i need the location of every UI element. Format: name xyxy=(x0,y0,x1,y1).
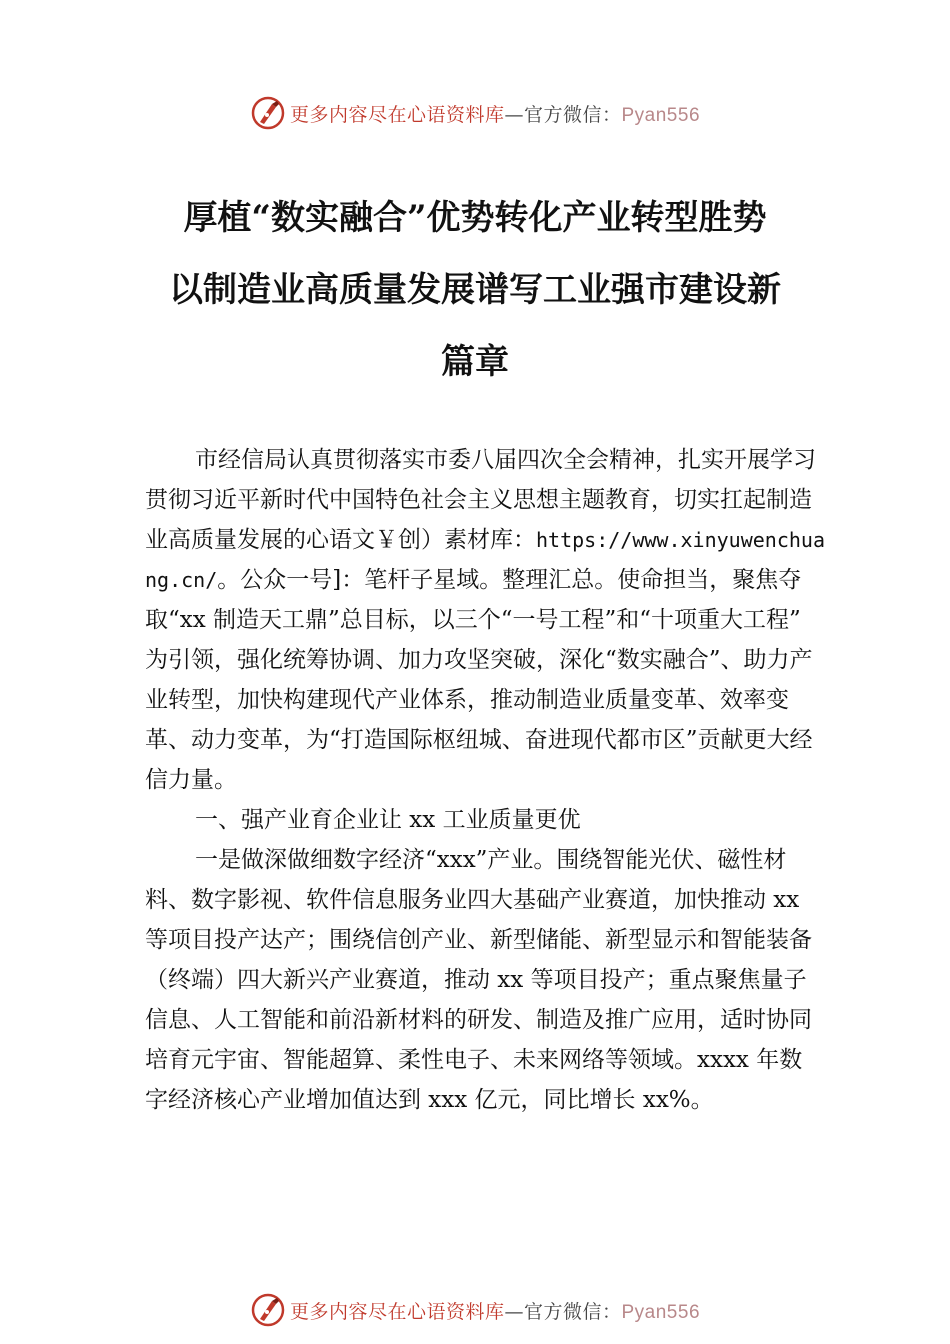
banner-wechat-label: —官方微信： xyxy=(504,1300,622,1323)
banner-wechat-label: —官方微信： xyxy=(504,103,622,126)
document-title xyxy=(0,182,950,398)
title-line-3: 篇章 xyxy=(441,342,509,382)
section-heading-1: 一、强产业育企业让 xx 工业质量更优 xyxy=(195,807,581,833)
banner-library-name: 更多内容尽在心语资料库 xyxy=(289,1300,505,1323)
banner-text xyxy=(290,1297,700,1324)
header-banner xyxy=(0,93,950,133)
banner-wechat-id: Pyan556 xyxy=(621,104,701,126)
section-1-paragraph: 一是做深做细数字经济“xxx”产业。围绕智能光伏、磁性材料、数字影视、软件信息服务业四大基础产业赛道，加快推动 xx 等项目投产达产；围绕信创产业、新型储能、新型显示和智能装备（终端）四大新兴产业赛道，推动 xx 等项目投产；重点聚焦量子信息、人工智能和前沿新材料的研发、制造及推广应用，适时协同培育元宇宙、智能超算、柔性电子、未来网络等领域。xxxx 年数字经济核心产业增加值达到 xxx 亿元，同比增长 xx%。 xyxy=(145,847,812,1113)
intro-url: https://www.xinyuwenchuang.cn/ xyxy=(145,528,825,592)
pen-nib-logo-icon xyxy=(250,1292,286,1328)
banner-wechat-id: Pyan556 xyxy=(621,1301,701,1323)
document-body xyxy=(145,440,825,1120)
title-line-1: 厚植“数实融合”优势转化产业转型胜势 xyxy=(183,198,767,238)
banner-library-name: 更多内容尽在心语资料库 xyxy=(289,103,505,126)
intro-text-a: 市经信局认真贯彻落实市委八届四次全会精神，扎实开展学习贯彻习近平新时代中国特色社会主义思想主题教育，切实扛起制造业高质量发展的心语文￥创）素材库： xyxy=(145,447,816,553)
banner-text xyxy=(290,100,700,127)
footer-banner xyxy=(0,1290,950,1330)
intro-paragraph xyxy=(145,440,825,800)
pen-nib-logo-icon xyxy=(250,95,286,131)
title-line-2: 以制造业高质量发展谱写工业强市建设新 xyxy=(169,270,781,310)
intro-text-b: 。公众一号]：笔杆子星域。整理汇总。使命担当，聚焦夺取“xx 制造天工鼎”总目标，以三个“一号工程”和“十项重大工程” 为引领，强化统筹协调、加力攻坚突破，深化“数实融合”、助力产业转型，加快构建现代产业体系，推动制造业质量变革、效率变革、动力变革，为“打造国际枢纽城、奋进现代都市区”贡献更大经信力量。 xyxy=(145,567,813,793)
